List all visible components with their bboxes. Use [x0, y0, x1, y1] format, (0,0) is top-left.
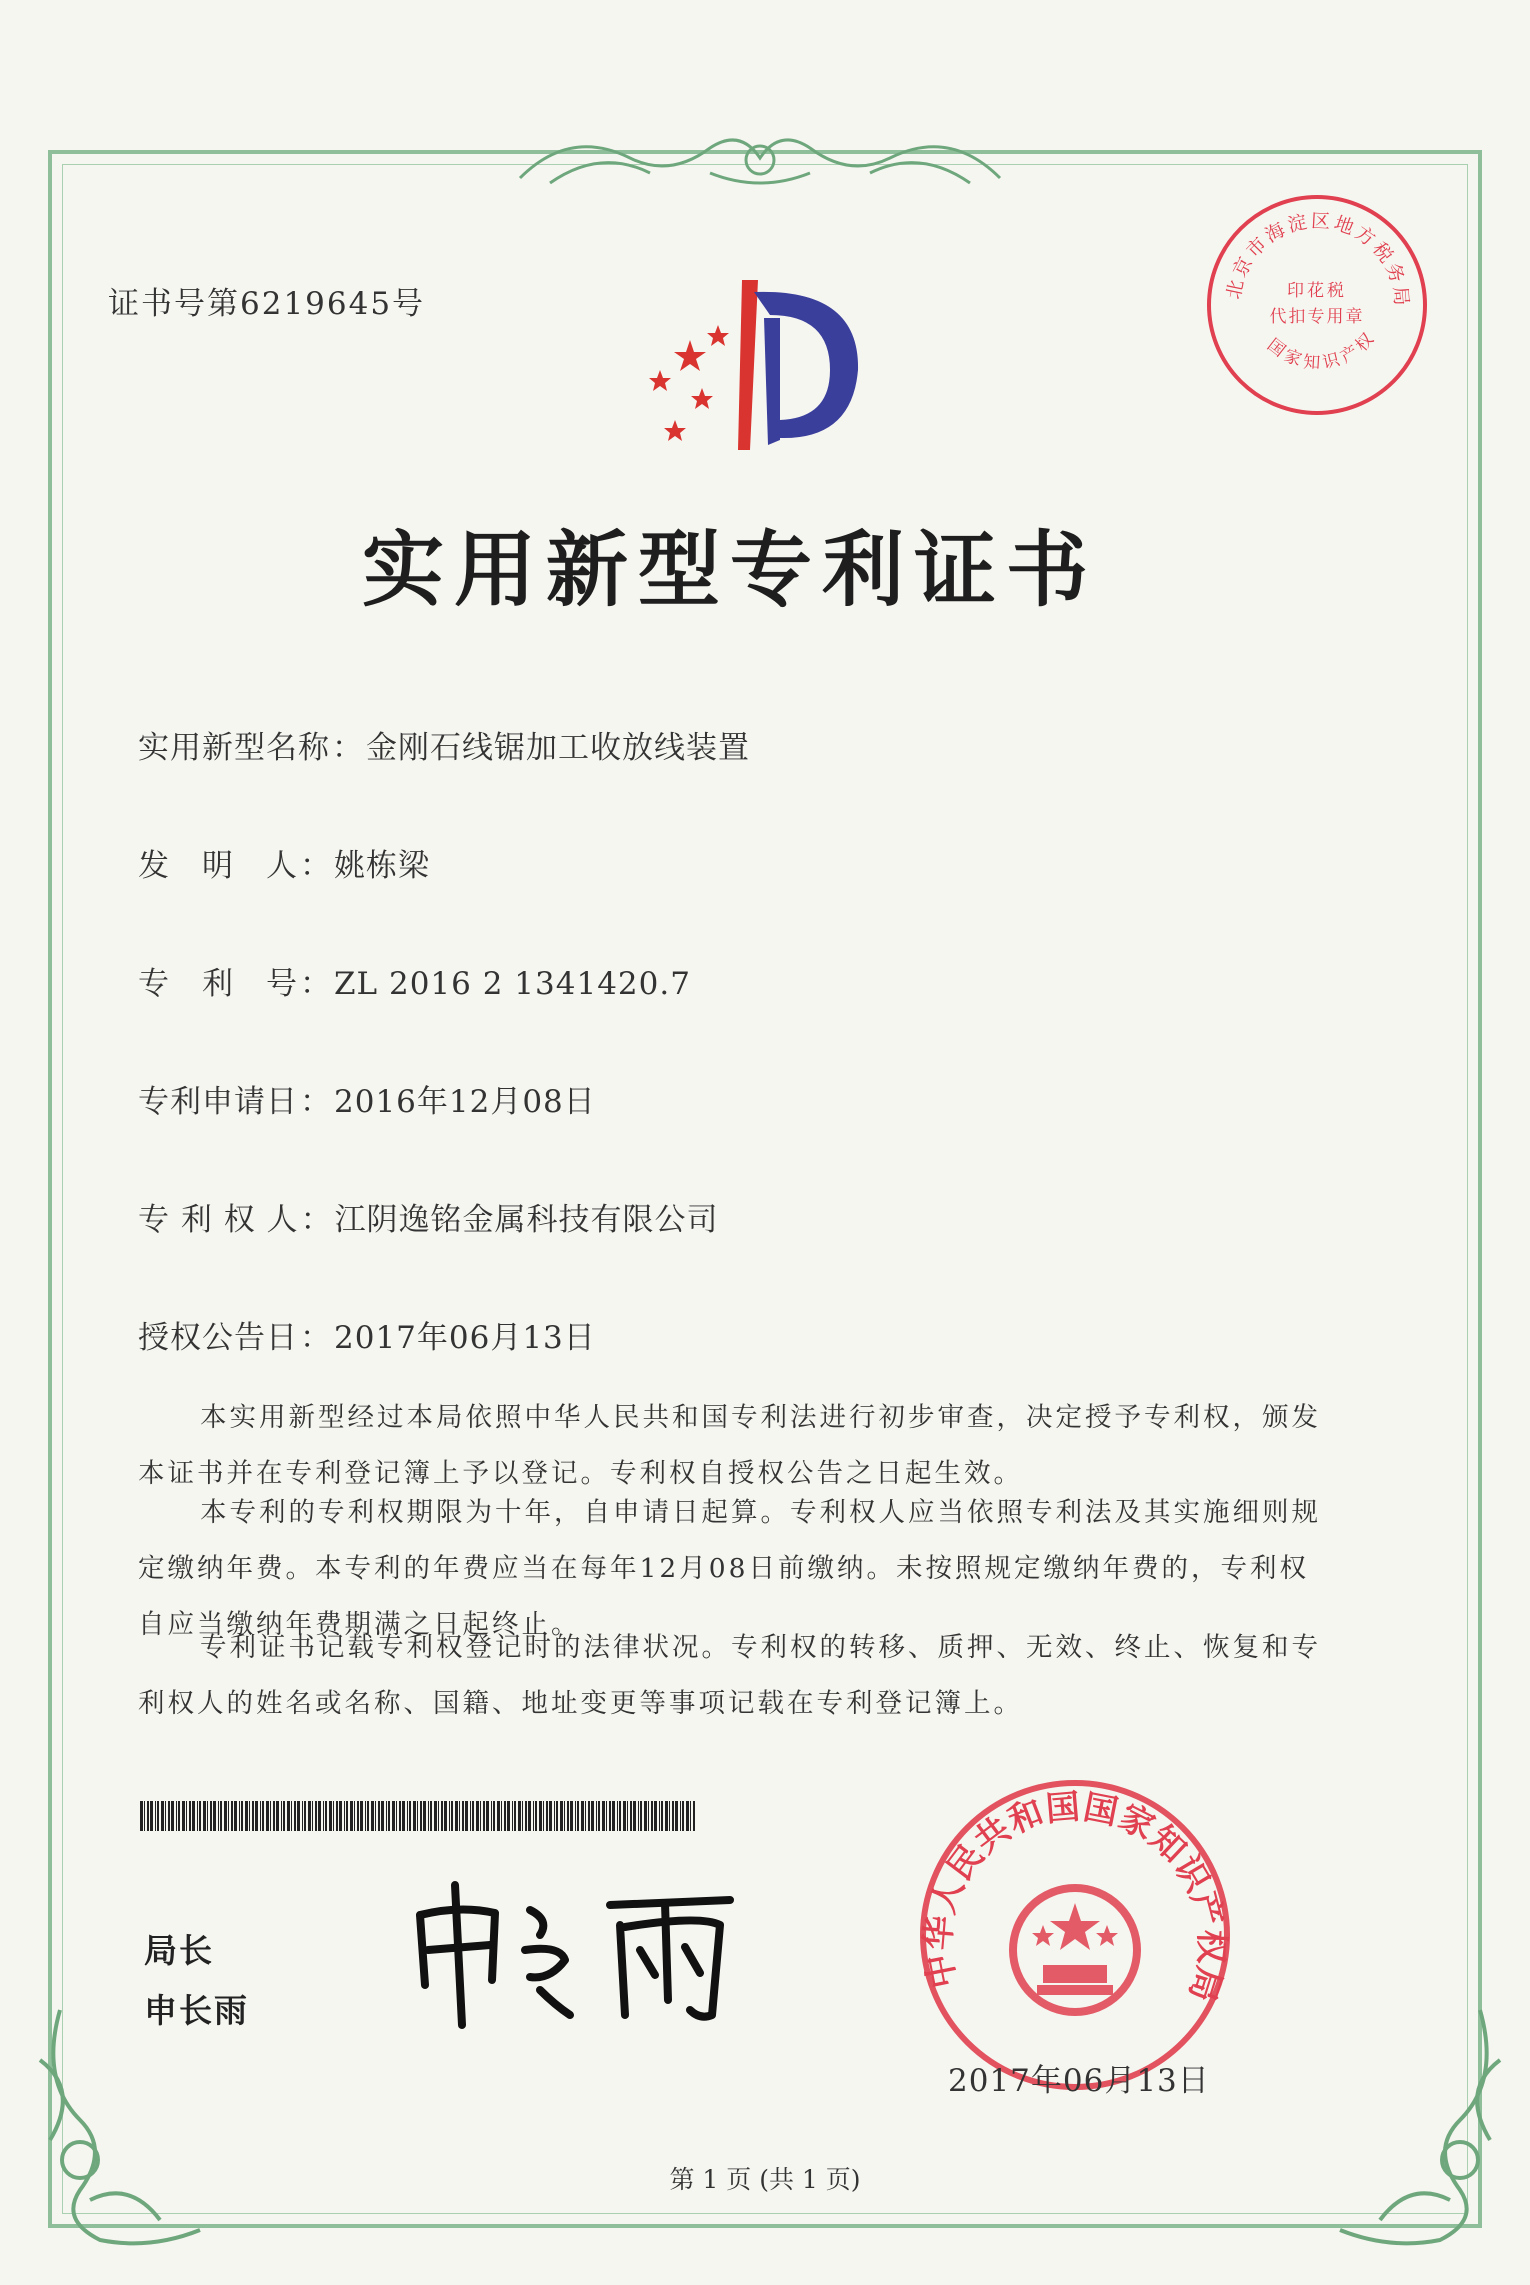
field-label: 授权公告日: [138, 1320, 298, 1356]
barcode-bar: [323, 1801, 324, 1831]
barcode-bar: [218, 1801, 219, 1831]
barcode-bar: [178, 1801, 180, 1831]
barcode-bar: [150, 1801, 153, 1831]
barcode-bar: [344, 1801, 345, 1831]
barcode-bar: [365, 1801, 366, 1831]
barcode-bar: [630, 1801, 632, 1831]
barcode-bar: [381, 1801, 384, 1831]
field-label: 专 利 号: [138, 966, 298, 1002]
barcode-bar: [633, 1801, 636, 1831]
field-value: 2016年12月08日: [334, 1084, 596, 1120]
barcode-bar: [609, 1801, 611, 1831]
barcode-bar: [234, 1801, 237, 1831]
barcode: [140, 1801, 695, 1831]
barcode-bar: [449, 1801, 450, 1831]
barcode-bar: [428, 1801, 429, 1831]
bottom-left-ornament: [20, 2000, 210, 2260]
barcode-bar: [451, 1801, 453, 1831]
barcode-bar: [556, 1801, 558, 1831]
barcode-bar: [255, 1801, 258, 1831]
barcode-bar: [350, 1801, 353, 1831]
barcode-bar: [360, 1801, 363, 1831]
barcode-bar: [315, 1801, 317, 1831]
barcode-bar: [333, 1801, 334, 1831]
barcode-bar: [644, 1801, 647, 1831]
barcode-bar: [651, 1801, 653, 1831]
barcode-bar: [606, 1801, 607, 1831]
barcode-bar: [325, 1801, 327, 1831]
barcode-bar: [585, 1801, 586, 1831]
barcode-bar: [423, 1801, 426, 1831]
barcode-bar: [514, 1801, 516, 1831]
barcode-bar: [388, 1801, 390, 1831]
seal-issuer-text: 中华人民共和国国家知识产权局: [918, 1786, 1232, 2008]
barcode-bar: [213, 1801, 216, 1831]
barcode-bar: [186, 1801, 187, 1831]
barcode-bar: [249, 1801, 250, 1831]
barcode-bar: [409, 1801, 411, 1831]
barcode-bar: [554, 1801, 555, 1831]
barcode-bar: [207, 1801, 208, 1831]
barcode-bar: [140, 1801, 143, 1831]
barcode-bar: [417, 1801, 418, 1831]
barcode-bar: [693, 1801, 695, 1831]
barcode-bar: [420, 1801, 422, 1831]
barcode-bar: [504, 1801, 506, 1831]
barcode-bar: [619, 1801, 621, 1831]
signer-name: 申长雨: [144, 1991, 249, 2030]
barcode-bar: [245, 1801, 248, 1831]
barcode-bar: [675, 1801, 678, 1831]
field-application-date: 专利申请日：2016年12月08日: [138, 1084, 596, 1120]
barcode-bar: [357, 1801, 359, 1831]
barcode-bar: [493, 1801, 495, 1831]
tax-stamp-inner-1: 印花税: [1287, 281, 1347, 301]
certificate-title: 实用新型专利证书: [361, 523, 1098, 618]
barcode-bar: [228, 1801, 229, 1831]
barcode-bar: [291, 1801, 292, 1831]
barcode-bar: [476, 1801, 479, 1831]
barcode-bar: [430, 1801, 432, 1831]
national-emblem-icon: [1013, 1888, 1137, 2012]
barcode-bar: [444, 1801, 447, 1831]
barcode-bar: [507, 1801, 510, 1831]
page-number: 第 1 页 (共 1 页): [669, 2165, 861, 2194]
tax-stamp: [1200, 188, 1435, 423]
field-grant-date: 授权公告日：2017年06月13日: [138, 1320, 596, 1356]
barcode-bar: [596, 1801, 597, 1831]
barcode-bar: [203, 1801, 206, 1831]
barcode-bar: [497, 1801, 500, 1831]
barcode-bar: [539, 1801, 542, 1831]
barcode-bar: [560, 1801, 563, 1831]
barcode-bar: [165, 1801, 166, 1831]
barcode-bar: [470, 1801, 471, 1831]
barcode-bar: [459, 1801, 460, 1831]
bottom-right-ornament: [1330, 2000, 1520, 2260]
barcode-bar: [682, 1801, 684, 1831]
barcode-bar: [661, 1801, 663, 1831]
barcode-bar: [312, 1801, 313, 1831]
barcode-bar: [533, 1801, 534, 1831]
tax-stamp-bottom-text: 国家知识产权: [1263, 326, 1381, 374]
patent-office-logo: [630, 270, 880, 470]
barcode-bar: [346, 1801, 348, 1831]
barcode-bar: [339, 1801, 342, 1831]
barcode-bar: [434, 1801, 437, 1831]
barcode-bar: [501, 1801, 502, 1831]
barcode-bar: [157, 1801, 159, 1831]
barcode-bar: [367, 1801, 369, 1831]
barcode-bar: [220, 1801, 222, 1831]
barcode-bar: [161, 1801, 164, 1831]
barcode-bar: [176, 1801, 177, 1831]
field-patentee: 专 利 权 人：江阴逸铭金属科技有限公司: [138, 1202, 719, 1238]
barcode-bar: [171, 1801, 174, 1831]
paragraph-legal-status: 专利证书记载专利权登记时的法律状况。专利权的转移、质押、无效、终止、恢复和专利权人的姓名或名称、国籍、地址变更等事项记载在专利登记簿上。: [138, 1632, 1321, 1719]
barcode-bar: [491, 1801, 492, 1831]
barcode-bar: [549, 1801, 552, 1831]
barcode-bar: [392, 1801, 395, 1831]
barcode-bar: [192, 1801, 195, 1831]
barcode-bar: [690, 1801, 691, 1831]
barcode-bar: [262, 1801, 264, 1831]
barcode-bar: [438, 1801, 439, 1831]
field-label: 发 明 人: [138, 848, 298, 884]
barcode-bar: [522, 1801, 523, 1831]
barcode-bar: [546, 1801, 548, 1831]
barcode-bar: [308, 1801, 311, 1831]
seal-date: 2017年06月13日: [948, 2063, 1210, 2099]
barcode-bar: [252, 1801, 254, 1831]
barcode-bar: [270, 1801, 271, 1831]
tax-stamp-ring-text: 北京市海淀区地方税务局: [1222, 209, 1413, 310]
barcode-bar: [648, 1801, 649, 1831]
barcode-bar: [241, 1801, 243, 1831]
barcode-bar: [570, 1801, 573, 1831]
barcode-bar: [399, 1801, 401, 1831]
official-seal: [915, 1775, 1235, 2095]
barcode-bar: [224, 1801, 227, 1831]
barcode-bar: [273, 1801, 275, 1831]
barcode-bar: [283, 1801, 285, 1831]
barcode-bar: [602, 1801, 605, 1831]
barcode-bar: [302, 1801, 303, 1831]
barcode-bar: [329, 1801, 332, 1831]
barcode-bar: [564, 1801, 565, 1831]
field-label: 实用新型名称: [138, 730, 330, 766]
barcode-bar: [199, 1801, 201, 1831]
barcode-bar: [591, 1801, 594, 1831]
barcode-bar: [659, 1801, 660, 1831]
barcode-bar: [239, 1801, 240, 1831]
barcode-bar: [144, 1801, 145, 1831]
paragraph-term: 本专利的专利权期限为十年，自申请日起算。专利权人应当依照专利法及其实施细则规定缴纳年费。本专利的年费应当在每年12月08日前缴纳。未按照规定缴纳年费的，专利权自应当缴纳年费期满之日起终止。: [138, 1497, 1321, 1640]
barcode-bar: [528, 1801, 531, 1831]
barcode-bar: [386, 1801, 387, 1831]
barcode-bar: [413, 1801, 416, 1831]
barcode-bar: [665, 1801, 668, 1831]
barcode-bar: [371, 1801, 374, 1831]
barcode-bar: [231, 1801, 233, 1831]
handwritten-signature: [400, 1865, 760, 2030]
field-value: 金刚石线锯加工收放线装置: [366, 730, 750, 766]
barcode-bar: [336, 1801, 338, 1831]
barcode-bar: [623, 1801, 626, 1831]
barcode-bar: [483, 1801, 485, 1831]
barcode-bar: [441, 1801, 443, 1831]
field-value: 江阴逸铭金属科技有限公司: [334, 1202, 719, 1238]
barcode-bar: [480, 1801, 481, 1831]
field-utility-model-name: 实用新型名称：金刚石线锯加工收放线装置: [138, 730, 750, 766]
barcode-bar: [672, 1801, 674, 1831]
barcode-bar: [617, 1801, 618, 1831]
barcode-bar: [575, 1801, 576, 1831]
barcode-bar: [654, 1801, 657, 1831]
barcode-bar: [294, 1801, 296, 1831]
top-ornament: [510, 118, 1010, 198]
barcode-bar: [197, 1801, 198, 1831]
barcode-bar: [581, 1801, 584, 1831]
barcode-bar: [638, 1801, 639, 1831]
barcode-bar: [318, 1801, 321, 1831]
barcode-bar: [472, 1801, 474, 1831]
barcode-bar: [189, 1801, 191, 1831]
paragraph-grant: 本实用新型经过本局依照中华人民共和国专利法进行初步审查，决定授予专利权，颁发本证书并在专利登记簿上予以登记。专利权自授权公告之日起生效。: [138, 1402, 1321, 1489]
barcode-bar: [598, 1801, 600, 1831]
barcode-bar: [525, 1801, 527, 1831]
barcode-bar: [669, 1801, 670, 1831]
barcode-bar: [210, 1801, 212, 1831]
barcode-bar: [182, 1801, 185, 1831]
certificate-inner-border: [62, 164, 1468, 2214]
barcode-bar: [304, 1801, 306, 1831]
barcode-bar: [640, 1801, 642, 1831]
barcode-bar: [567, 1801, 569, 1831]
barcode-bar: [518, 1801, 521, 1831]
barcode-bar: [287, 1801, 290, 1831]
barcode-bar: [543, 1801, 544, 1831]
barcode-bar: [627, 1801, 628, 1831]
field-label: 专利申请日: [138, 1084, 298, 1120]
tax-stamp-inner-2: 代扣专用章: [1269, 307, 1365, 327]
barcode-bar: [512, 1801, 513, 1831]
barcode-bar: [535, 1801, 537, 1831]
certificate-number: 证书号第6219645号: [108, 286, 426, 322]
barcode-bar: [147, 1801, 149, 1831]
barcode-bar: [396, 1801, 397, 1831]
field-label: 专 利 权 人: [138, 1202, 299, 1238]
barcode-bar: [465, 1801, 468, 1831]
barcode-bar: [168, 1801, 170, 1831]
barcode-bar: [612, 1801, 615, 1831]
field-inventor: 发 明 人：姚栋梁: [138, 848, 430, 884]
barcode-bar: [260, 1801, 261, 1831]
barcode-bar: [462, 1801, 464, 1831]
barcode-bar: [354, 1801, 355, 1831]
barcode-bar: [378, 1801, 380, 1831]
field-value: ZL 2016 2 1341420.7: [334, 966, 691, 1002]
barcode-bar: [375, 1801, 376, 1831]
barcode-bar: [155, 1801, 156, 1831]
field-value: 2017年06月13日: [334, 1320, 596, 1356]
barcode-bar: [407, 1801, 408, 1831]
barcode-bar: [402, 1801, 405, 1831]
barcode-bar: [577, 1801, 579, 1831]
signer-title: 局长: [144, 1931, 214, 1970]
field-value: 姚栋梁: [334, 848, 430, 884]
barcode-bar: [281, 1801, 282, 1831]
barcode-bar: [276, 1801, 279, 1831]
barcode-bar: [588, 1801, 590, 1831]
barcode-bar: [680, 1801, 681, 1831]
barcode-bar: [486, 1801, 489, 1831]
barcode-bar: [297, 1801, 300, 1831]
barcode-bar: [455, 1801, 458, 1831]
barcode-bar: [686, 1801, 689, 1831]
field-patent-number: 专 利 号：ZL 2016 2 1341420.7: [138, 966, 691, 1002]
barcode-bar: [266, 1801, 269, 1831]
